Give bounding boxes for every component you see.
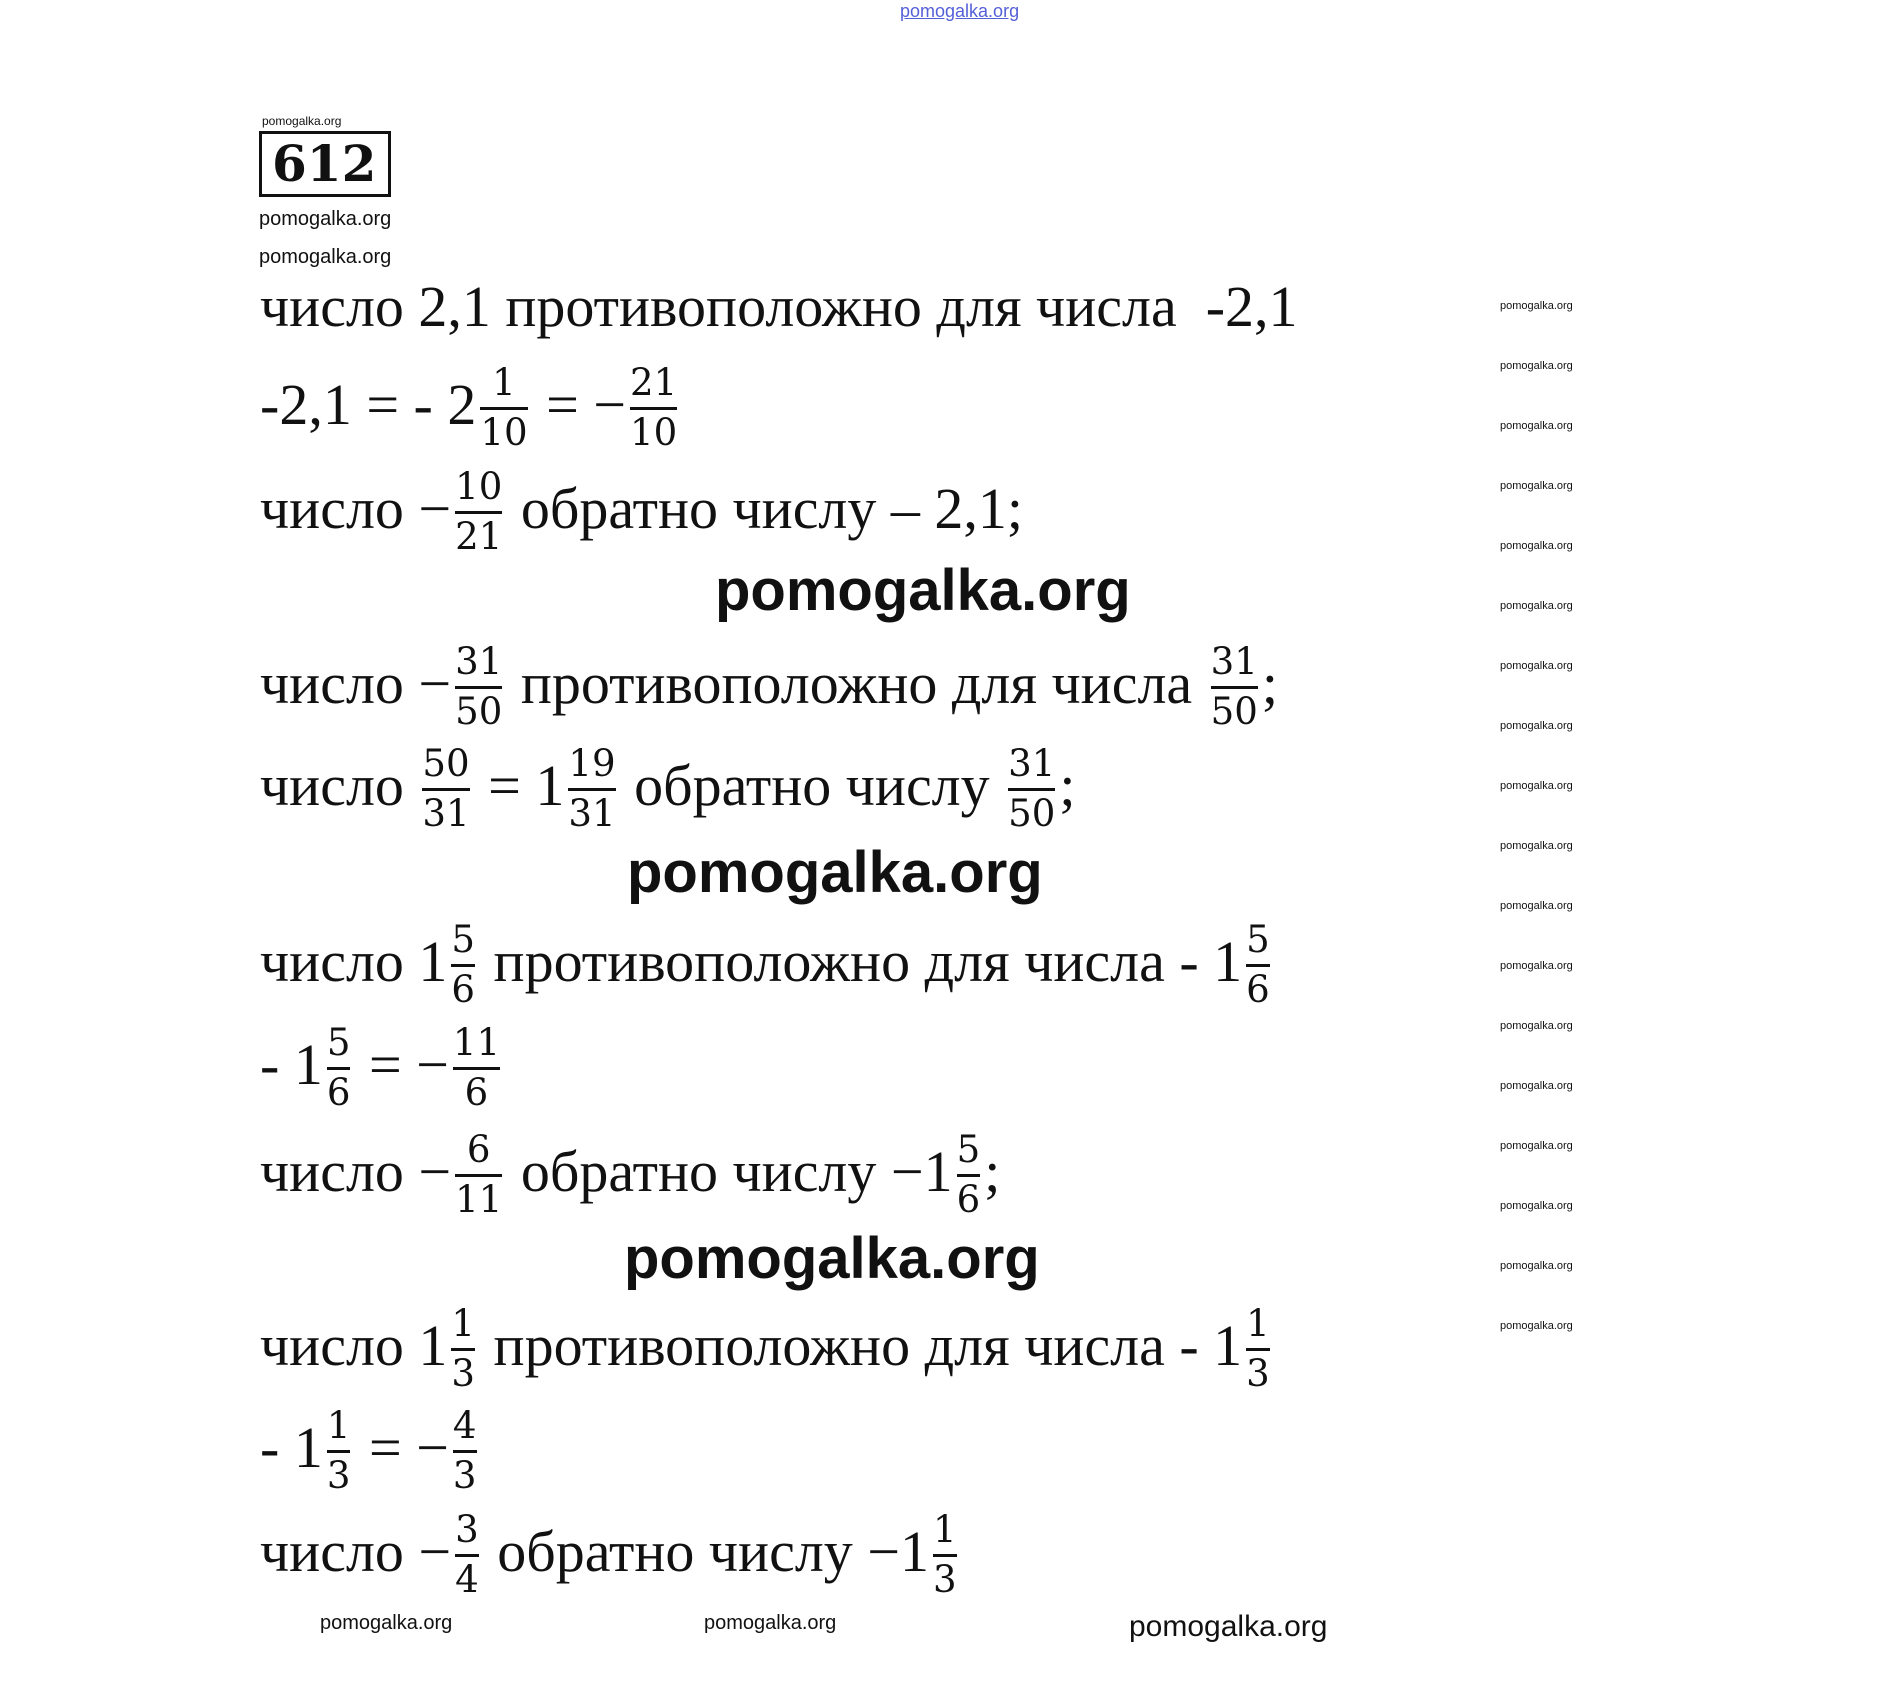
fraction [455, 640, 503, 733]
fraction-bar [451, 1348, 475, 1351]
watermark: pomogalka.org [624, 1226, 1040, 1291]
fraction-bar [453, 1067, 500, 1070]
line-text: противоположно для числа - 1 [479, 929, 1243, 994]
line-text: число 2,1 противоположно для числа -2,1 [260, 274, 1298, 339]
line-text: обратно числу [619, 753, 1005, 818]
solution-line [260, 1508, 961, 1601]
fraction [452, 1021, 501, 1114]
denominator: 50 [1210, 689, 1258, 733]
solution-line [260, 274, 1298, 339]
denominator: 3 [1246, 1351, 1270, 1395]
fraction [451, 918, 476, 1011]
fraction-bar [568, 788, 615, 791]
denominator: 3 [932, 1557, 957, 1601]
denominator: 6 [464, 1070, 489, 1114]
line-text: ; [1059, 753, 1076, 818]
line-text: = − [354, 1032, 449, 1097]
denominator: 3 [326, 1453, 351, 1497]
watermark: pomogalka.org [1500, 780, 1573, 792]
watermark: pomogalka.org [1129, 1610, 1328, 1643]
box-watermark: pomogalka.org [262, 114, 342, 128]
numerator: 3 [455, 1508, 479, 1551]
watermark: pomogalka.org [1500, 540, 1573, 552]
numerator: 19 [568, 742, 616, 785]
denominator: 3 [451, 1351, 476, 1395]
watermark: pomogalka.org [320, 1612, 453, 1634]
denominator: 3 [452, 1453, 477, 1497]
numerator: 1 [492, 361, 516, 404]
denominator: 11 [455, 1177, 503, 1221]
line-text: = 1 [473, 753, 565, 818]
numerator: 21 [630, 361, 678, 404]
numerator: 10 [455, 465, 503, 508]
numerator: 1 [326, 1404, 351, 1447]
fraction [455, 1128, 503, 1221]
denominator: 4 [455, 1557, 479, 1601]
solution-line [260, 640, 1279, 733]
solution-line [260, 918, 1274, 1011]
fraction [480, 361, 528, 454]
fraction-bar [455, 1174, 502, 1177]
watermark: pomogalka.org [1500, 660, 1573, 672]
watermark: pomogalka.org [627, 840, 1043, 905]
line-text: ; [1261, 651, 1279, 716]
watermark: pomogalka.org [259, 246, 392, 268]
watermark: pomogalka.org [1500, 1140, 1573, 1152]
watermark: pomogalka.org [704, 1612, 837, 1634]
denominator: 50 [455, 689, 503, 733]
numerator: 31 [1008, 742, 1056, 785]
fraction-bar [1246, 964, 1270, 967]
task-number: 612 [272, 134, 377, 193]
fraction-bar [480, 407, 527, 410]
fraction [1246, 1302, 1270, 1395]
line-text: = − [531, 372, 626, 437]
denominator: 10 [630, 410, 678, 454]
line-text: ; [984, 1139, 1001, 1204]
denominator: 31 [422, 791, 470, 835]
watermark: pomogalka.org [1500, 960, 1573, 972]
fraction [1008, 742, 1056, 835]
numerator: 1 [451, 1302, 476, 1345]
numerator: 6 [466, 1128, 491, 1171]
fraction-bar [933, 1554, 957, 1557]
numerator: 1 [932, 1508, 957, 1551]
fraction [568, 742, 616, 835]
fraction [630, 361, 678, 454]
watermark: pomogalka.org [1500, 720, 1573, 732]
fraction [451, 1302, 476, 1395]
top-watermark-link[interactable]: pomogalka.org [900, 1, 1020, 21]
fraction-bar [1008, 788, 1055, 791]
line-text: противоположно для числа [506, 651, 1207, 716]
denominator: 6 [1246, 967, 1270, 1011]
watermark: pomogalka.org [1500, 360, 1573, 372]
watermark: pomogalka.org [1500, 1260, 1573, 1272]
fraction-bar [455, 686, 502, 689]
fraction [455, 1508, 479, 1601]
denominator: 21 [455, 514, 503, 558]
watermark: pomogalka.org [1500, 840, 1573, 852]
fraction-bar [455, 1554, 479, 1557]
fraction [1210, 640, 1258, 733]
solution-line [260, 361, 681, 454]
fraction-bar [327, 1450, 351, 1453]
line-text: число − [260, 1139, 452, 1204]
denominator: 6 [451, 967, 476, 1011]
line-text: = − [354, 1415, 449, 1480]
numerator: 31 [1210, 640, 1258, 683]
numerator: 5 [956, 1128, 981, 1171]
denominator: 6 [326, 1070, 351, 1114]
solution-line [260, 1404, 481, 1497]
numerator: 5 [1246, 918, 1270, 961]
fraction-bar [1211, 686, 1258, 689]
watermark: pomogalka.org [715, 558, 1131, 623]
line-text: - 1 [260, 1415, 323, 1480]
watermark: pomogalka.org [259, 208, 392, 230]
numerator: 5 [451, 918, 476, 961]
fraction-bar [451, 964, 475, 967]
denominator: 10 [480, 410, 528, 454]
watermark: pomogalka.org [1500, 1020, 1573, 1032]
line-text: противоположно для числа - 1 [479, 1313, 1243, 1378]
fraction-bar [327, 1067, 351, 1070]
solution-line [260, 1128, 1001, 1221]
watermark: pomogalka.org [1500, 900, 1573, 912]
fraction [452, 1404, 477, 1497]
numerator: 1 [1246, 1302, 1270, 1345]
fraction-bar [957, 1174, 981, 1177]
fraction [1246, 918, 1270, 1011]
line-text: обратно числу −1 [482, 1519, 929, 1584]
watermark: pomogalka.org [1500, 480, 1573, 492]
denominator: 6 [956, 1177, 981, 1221]
line-text: число − [260, 1519, 452, 1584]
solution-line [260, 1302, 1274, 1395]
fraction [956, 1128, 981, 1221]
fraction-bar [1246, 1348, 1270, 1351]
watermark: pomogalka.org [1500, 600, 1573, 612]
line-text: число − [260, 651, 452, 716]
task-number-box [259, 114, 391, 197]
fraction [455, 465, 503, 558]
solution-line [260, 465, 1023, 558]
fraction-bar [455, 511, 502, 514]
fraction [932, 1508, 957, 1601]
fraction-bar [453, 1450, 477, 1453]
watermark: pomogalka.org [1500, 300, 1573, 312]
fraction-bar [630, 407, 677, 410]
fraction [326, 1404, 351, 1497]
line-text: число 1 [260, 929, 448, 994]
line-text: число [260, 753, 419, 818]
numerator: 50 [422, 742, 470, 785]
watermark: pomogalka.org [1500, 420, 1573, 432]
solution-line [260, 742, 1076, 835]
line-text: обратно числу −1 [506, 1139, 953, 1204]
line-text: обратно числу – 2,1; [506, 476, 1023, 541]
denominator: 31 [568, 791, 616, 835]
fraction [326, 1021, 351, 1114]
watermark: pomogalka.org [1500, 1080, 1573, 1092]
watermark: pomogalka.org [1500, 1200, 1573, 1212]
line-text: - 1 [260, 1032, 323, 1097]
solution-line [260, 1021, 504, 1114]
numerator: 31 [455, 640, 503, 683]
numerator: 5 [326, 1021, 351, 1064]
denominator: 50 [1008, 791, 1056, 835]
watermark: pomogalka.org [1500, 1320, 1573, 1332]
fraction [422, 742, 470, 835]
fraction-bar [422, 788, 469, 791]
numerator: 4 [452, 1404, 477, 1447]
numerator: 11 [452, 1021, 501, 1064]
line-text: число − [260, 476, 452, 541]
line-text: -2,1 = - 2 [260, 372, 477, 437]
line-text: число 1 [260, 1313, 448, 1378]
